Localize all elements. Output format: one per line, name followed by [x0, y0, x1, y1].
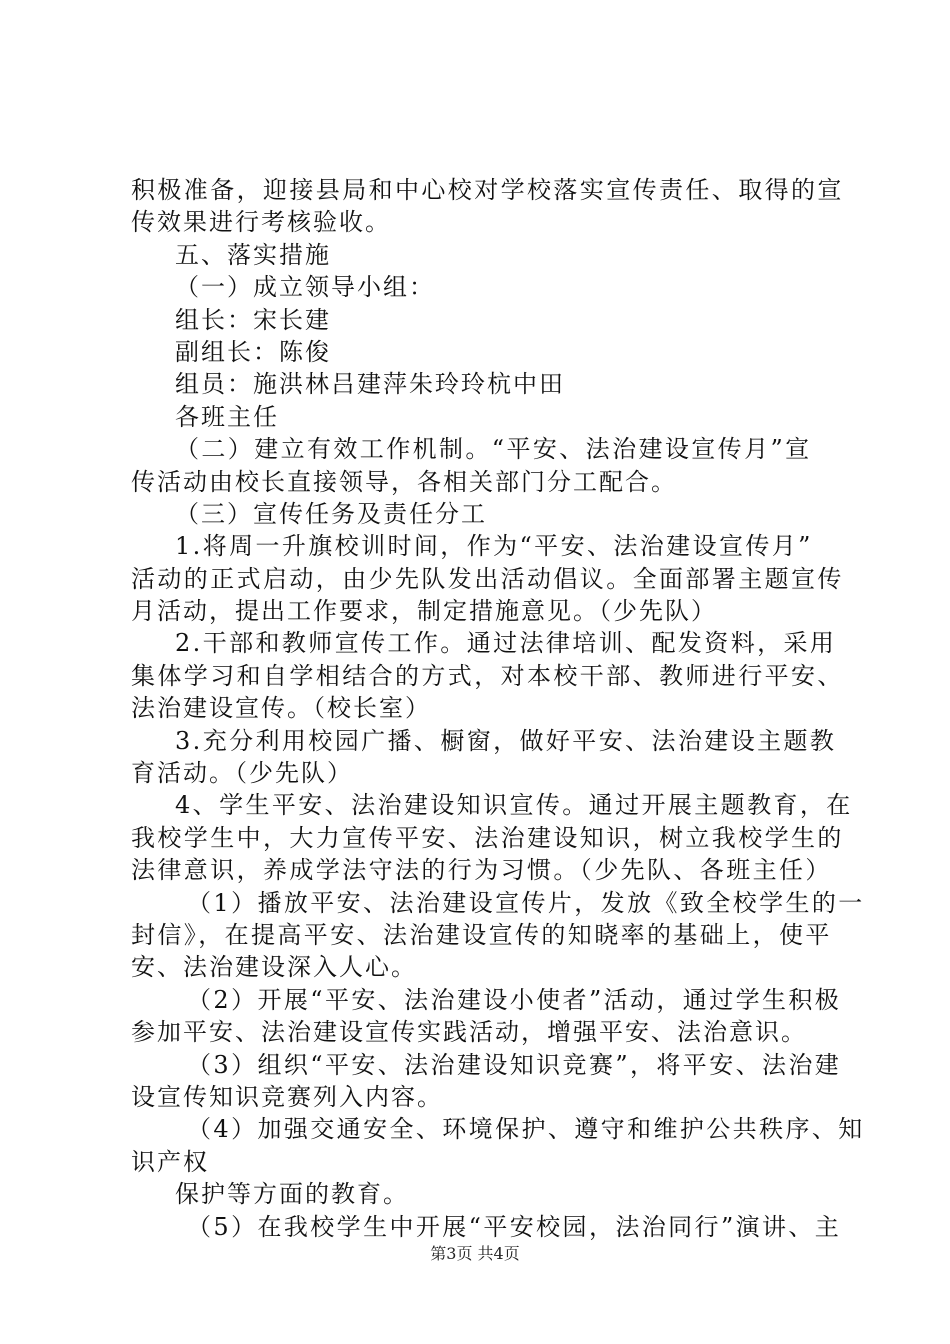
list-item: 1.将周一升旗校训时间，作为“平安、法治建设宣传月”	[175, 532, 813, 561]
subsection-heading: （三）宣传任务及责任分工	[175, 499, 487, 528]
paragraph-line: 副组长：陈俊	[175, 337, 331, 366]
paragraph-line: 法律意识，养成学法守法的行为习惯。（少先队、各班主任）	[131, 856, 832, 885]
section-heading: 五、落实措施	[175, 240, 331, 269]
paragraph-line: 安、法治建设深入人心。	[131, 953, 417, 982]
paragraph-line: 组员：施洪林吕建萍朱玲玲杭中田	[175, 370, 565, 399]
paragraph-line: 传效果进行考核验收。	[131, 208, 391, 237]
sub-list-item: （1）播放平安、法治建设宣传片，发放《致全校学生的一	[187, 888, 865, 917]
paragraph-line: 集体学习和自学相结合的方式，对本校干部、教师进行平安、	[131, 661, 844, 690]
sub-list-item: （2）开展“平安、法治建设小使者”活动，通过学生积极	[187, 985, 842, 1014]
page-footer: 第3页 共4页	[430, 1244, 520, 1263]
paragraph-line: 保护等方面的教育。	[175, 1180, 409, 1209]
paragraph-line: 法治建设宣传。（校长室）	[131, 694, 431, 723]
sub-list-item: （5）在我校学生中开展“平安校园，法治同行”演讲、主	[187, 1212, 842, 1241]
document-body	[131, 174, 865, 1243]
paragraph-line: 各班主任	[175, 402, 279, 431]
subsection-heading: （二）建立有效工作机制。“平安、法治建设宣传月”宣	[175, 435, 812, 464]
list-item: 4、学生平安、法治建设知识宣传。通过开展主题教育，在	[175, 791, 853, 820]
paragraph-line: 积极准备，迎接县局和中心校对学校落实宣传责任、取得的宣	[131, 176, 844, 204]
subsection-heading: （一）成立领导小组：	[175, 273, 435, 302]
paragraph-line: 我校学生中，大力宣传平安、法治建设知识，树立我校学生的	[131, 823, 844, 852]
paragraph-line: 月活动，提出工作要求，制定措施意见。（少先队）	[131, 597, 717, 626]
paragraph-line: 组长：宋长建	[175, 305, 331, 334]
paragraph-line: 封信》，在提高平安、法治建设宣传的知晓率的基础上，使平	[131, 920, 832, 949]
list-item: 2.干部和教师宣传工作。通过法律培训、配发资料，采用	[175, 629, 837, 658]
sub-list-item: （3）组织“平安、法治建设知识竞赛”，将平安、法治建	[187, 1050, 842, 1079]
paragraph-line: 识产权	[131, 1147, 209, 1176]
paragraph-line: 传活动由校长直接领导，各相关部门分工配合。	[131, 467, 677, 496]
sub-list-item: （4）加强交通安全、环境保护、遵守和维护公共秩序、知	[187, 1115, 865, 1144]
list-item: 3.充分利用校园广播、橱窗，做好平安、法治建设主题教	[175, 726, 837, 755]
paragraph-line: 设宣传知识竞赛列入内容。	[131, 1082, 443, 1111]
paragraph-line: 参加平安、法治建设宣传实践活动，增强平安、法治意识。	[131, 1018, 807, 1047]
paragraph-line: 育活动。（少先队）	[131, 759, 353, 788]
paragraph-line: 活动的正式启动，由少先队发出活动倡议。全面部署主题宣传	[131, 564, 844, 593]
